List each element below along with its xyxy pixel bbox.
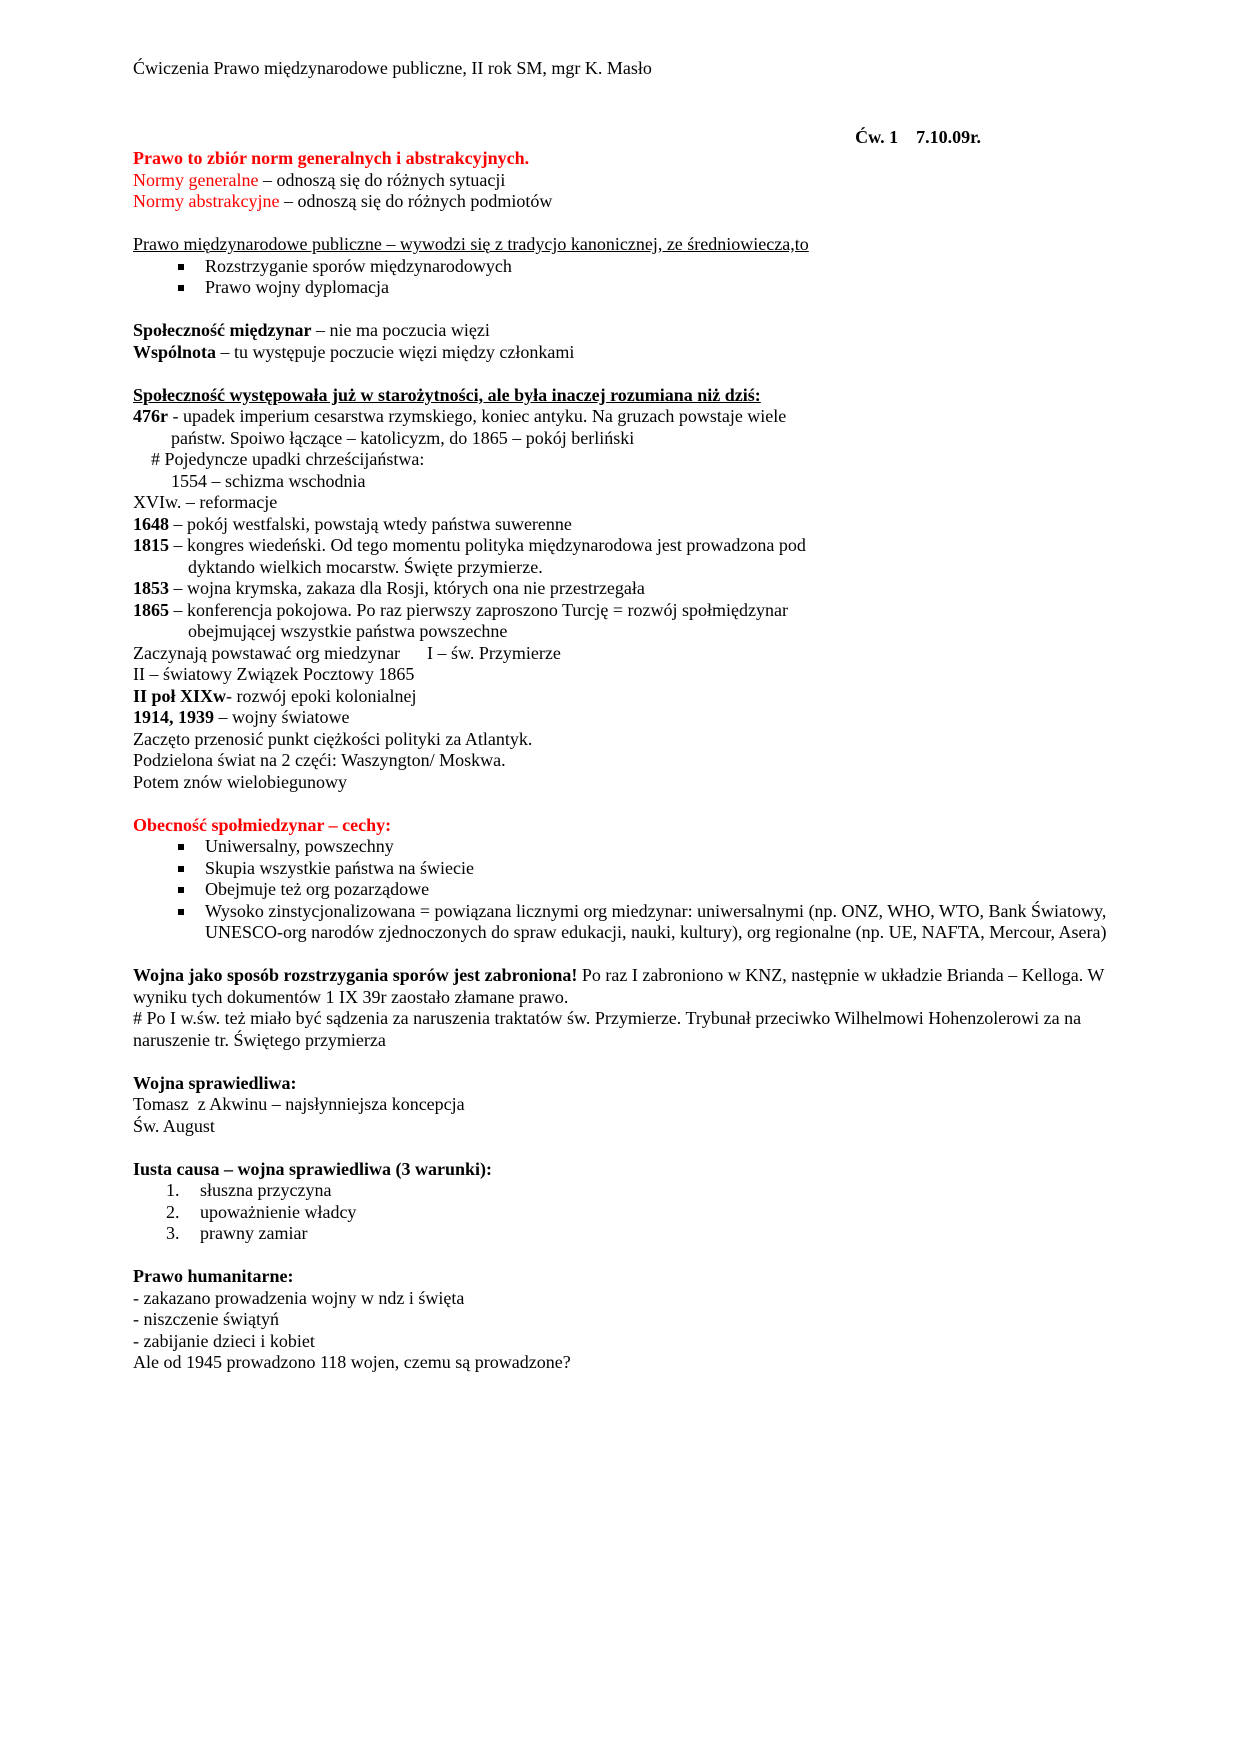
text-line	[133, 170, 1108, 192]
text-line	[133, 385, 1108, 407]
text-segment: – konferencja pokojowa. Po raz pierwszy zaproszono Turcję = rozwój społmiędzynar	[169, 599, 788, 620]
numbered-item	[133, 1223, 1108, 1245]
document-header: Ćwiczenia Prawo międzynarodowe publiczne, II rok SM, mgr K. Masło	[133, 58, 652, 78]
text-line	[133, 664, 1108, 686]
text-segment: Społeczność międzynar	[133, 320, 312, 340]
text-segment: - niszczenie świątyń	[133, 1309, 279, 1329]
text-segment: - zakazano prowadzenia wojny w ndz i święta	[133, 1287, 465, 1308]
paragraph	[133, 965, 1108, 1008]
bullet-item	[133, 256, 1108, 278]
list-number: 2.	[166, 1201, 180, 1222]
list-number: 1.	[166, 1180, 180, 1200]
bullet-icon	[178, 844, 184, 850]
text-segment: – wojna krymska, zakaza dla Rosji, których ona nie przestrzegała	[169, 578, 645, 598]
blank-line	[133, 944, 1108, 966]
blank-line	[133, 213, 1108, 235]
text-segment: # Po I w.św. też miało być sądzenia za naruszenia traktatów św. Przymierze. Trybunał przeciwko Wilhelmowi Hohenzolerowi za na naruszenie tr. Świętego przymierza	[133, 1008, 1086, 1050]
text-segment: Zaczęto przenosić punkt ciężkości polityki za Atlantyk.	[133, 728, 533, 749]
text-segment: Prawo wojny dyplomacja	[205, 277, 389, 297]
list-number: 3.	[166, 1223, 180, 1243]
text-segment: 1815	[133, 535, 169, 555]
blank-line	[133, 793, 1108, 815]
text-segment: Ale od 1945 prowadzono 118 wojen, czemu są prowadzone?	[133, 1352, 571, 1372]
text-segment: Wojna jako sposób rozstrzygania sporów jest zabroniona!	[133, 965, 578, 985]
text-segment: Iusta causa – wojna sprawiedliwa (3 warunki):	[133, 1158, 493, 1179]
text-line	[133, 406, 1108, 428]
text-segment: – wojny światowe	[214, 707, 350, 727]
text-line	[133, 320, 1108, 342]
text-segment: 1865	[133, 599, 169, 620]
text-line	[133, 643, 1108, 665]
text-line	[133, 729, 1108, 751]
text-segment: – tu występuje poczucie więzi między członkami	[216, 341, 575, 362]
text-segment: upoważnienie władcy	[200, 1201, 357, 1222]
text-segment: - rozwój epoki kolonialnej	[226, 685, 417, 706]
text-segment: Prawo humanitarne:	[133, 1266, 294, 1286]
text-segment: Wspólnota	[133, 341, 217, 362]
text-line	[133, 707, 1108, 729]
text-line	[133, 686, 1108, 708]
text-segment: Wojna sprawiedliwa:	[133, 1072, 297, 1093]
text-segment: # Pojedyncze upadki chrześcijaństwa:	[151, 449, 425, 469]
text-line	[133, 514, 1108, 536]
text-segment: Wysoko zinstycjonalizowana = powiązana licznymi org miedzynar: uniwersalnymi (np. ONZ, WHO, WTO, Bank Światowy, UNESCO-org narodów zjednoczonych do spraw edukacji, nauki, kultury), org regionalne (np. UE, NAFTA, Mercour, Asera)	[205, 900, 1111, 942]
bullet-icon	[178, 887, 184, 893]
numbered-item	[133, 1180, 1108, 1202]
text-line	[133, 1266, 1108, 1288]
text-line	[133, 148, 1108, 170]
text-line	[133, 1352, 1108, 1374]
bullet-item	[133, 836, 1108, 858]
text-line	[133, 127, 1108, 149]
text-segment: Skupia wszystkie państwa na świecie	[205, 857, 474, 878]
text-line	[133, 557, 1108, 579]
text-segment: – odnoszą się do różnych podmiotów	[279, 191, 553, 211]
text-line	[133, 449, 1108, 471]
document-content	[133, 126, 1111, 1374]
text-line	[133, 1116, 1108, 1138]
bullet-item	[133, 879, 1108, 901]
text-segment: XVIw. – reformacje	[133, 492, 278, 512]
text-line	[133, 191, 1108, 213]
text-segment: Uniwersalny, powszechny	[205, 836, 394, 856]
text-segment: 1853	[133, 578, 169, 598]
text-segment: Zaczynają powstawać org miedzynar I – św. Przymierze	[133, 642, 561, 663]
paragraph	[133, 1008, 1108, 1051]
text-line	[133, 621, 1108, 643]
text-line	[133, 750, 1108, 772]
text-segment: - upadek imperium cesarstwa rzymskiego, koniec antyku. Na gruzach powstaje wiele	[168, 406, 787, 426]
text-segment: – pokój westfalski, powstają wtedy państwa suwerenne	[169, 513, 572, 534]
text-segment: państw. Spoiwo łączące – katolicyzm, do 1865 – pokój berliński	[171, 427, 635, 448]
bullet-item	[133, 900, 1111, 944]
bullet-item	[133, 277, 1108, 299]
text-segment: Tomasz z Akwinu – najsłynniejsza koncepcja	[133, 1094, 465, 1114]
blank-line	[133, 299, 1108, 321]
bullet-icon	[178, 909, 184, 915]
bullet-icon	[178, 264, 184, 270]
text-segment: Rozstrzyganie sporów międzynarodowych	[205, 255, 512, 276]
text-segment: Ćw. 1 7.10.09r.	[855, 126, 981, 147]
text-line	[133, 1159, 1108, 1181]
text-line	[133, 578, 1108, 600]
text-line	[133, 1288, 1108, 1310]
text-segment: - zabijanie dzieci i kobiet	[133, 1330, 315, 1351]
blank-line	[133, 1245, 1108, 1267]
text-segment: – kongres wiedeński. Od tego momentu polityka międzynarodowa jest prowadzona pod	[169, 535, 806, 555]
text-segment: prawny zamiar	[200, 1223, 308, 1243]
text-segment: 1648	[133, 513, 169, 534]
text-line	[133, 342, 1108, 364]
text-segment: Normy abstrakcyjne	[133, 191, 280, 211]
text-segment: 1554 – schizma wschodnia	[171, 470, 366, 491]
text-segment: 476r	[133, 406, 168, 426]
blank-line	[133, 1137, 1108, 1159]
text-segment: Obejmuje też org pozarządowe	[205, 879, 430, 899]
text-segment: obejmującej wszystkie państwa powszechne	[188, 621, 508, 641]
text-segment: Obecność społmiedzynar	[133, 814, 325, 835]
text-line	[133, 1094, 1108, 1116]
text-segment: słuszna przyczyna	[200, 1180, 332, 1200]
text-segment: Po raz I zabroniono w KNZ, następnie w układzie Brianda – Kelloga. W wyniku tych dokumentów 1 IX 39r zaostało złamane prawo.	[133, 965, 1109, 1007]
text-segment: Potem znów wielobiegunowy	[133, 771, 347, 792]
text-line	[133, 428, 1108, 450]
text-line	[133, 600, 1108, 622]
numbered-item	[133, 1202, 1108, 1224]
text-line	[133, 1073, 1108, 1095]
bullet-icon	[178, 285, 184, 291]
blank-line	[133, 1051, 1108, 1073]
text-segment: 1914, 1939	[133, 707, 214, 727]
text-segment: – nie ma poczucia więzi	[311, 320, 490, 340]
text-segment: dyktando wielkich mocarstw. Święte przymierze.	[188, 556, 543, 577]
text-segment: – cechy:	[324, 814, 392, 835]
bullet-item	[133, 858, 1108, 880]
text-line	[133, 1331, 1108, 1353]
blank-line	[133, 363, 1108, 385]
text-line	[133, 471, 1108, 493]
bullet-icon	[178, 866, 184, 872]
text-segment: Św. August	[133, 1115, 215, 1136]
text-line	[133, 234, 1108, 256]
text-line	[133, 772, 1108, 794]
text-line	[133, 492, 1108, 514]
text-segment: II poł XIXw	[133, 685, 227, 706]
text-line	[133, 815, 1108, 837]
text-segment: Prawo to zbiór norm generalnych i abstrakcyjnych.	[133, 148, 530, 168]
text-segment: Społeczność występowała już w starożytności, ale była inaczej rozumiana niż dziś:	[133, 384, 761, 405]
text-segment: Normy generalne	[133, 169, 259, 190]
text-line	[133, 535, 1108, 557]
text-line	[133, 1309, 1108, 1331]
text-segment: Prawo międzynarodowe publiczne – wywodzi się z tradycjo kanonicznej, ze średniowiecza,to	[133, 234, 809, 254]
text-segment: – odnoszą się do różnych sytuacji	[258, 169, 506, 190]
text-segment: Podzielona świat na 2 częći: Waszyngton/ Moskwa.	[133, 750, 506, 770]
text-segment: II – światowy Związek Pocztowy 1865	[133, 664, 415, 684]
